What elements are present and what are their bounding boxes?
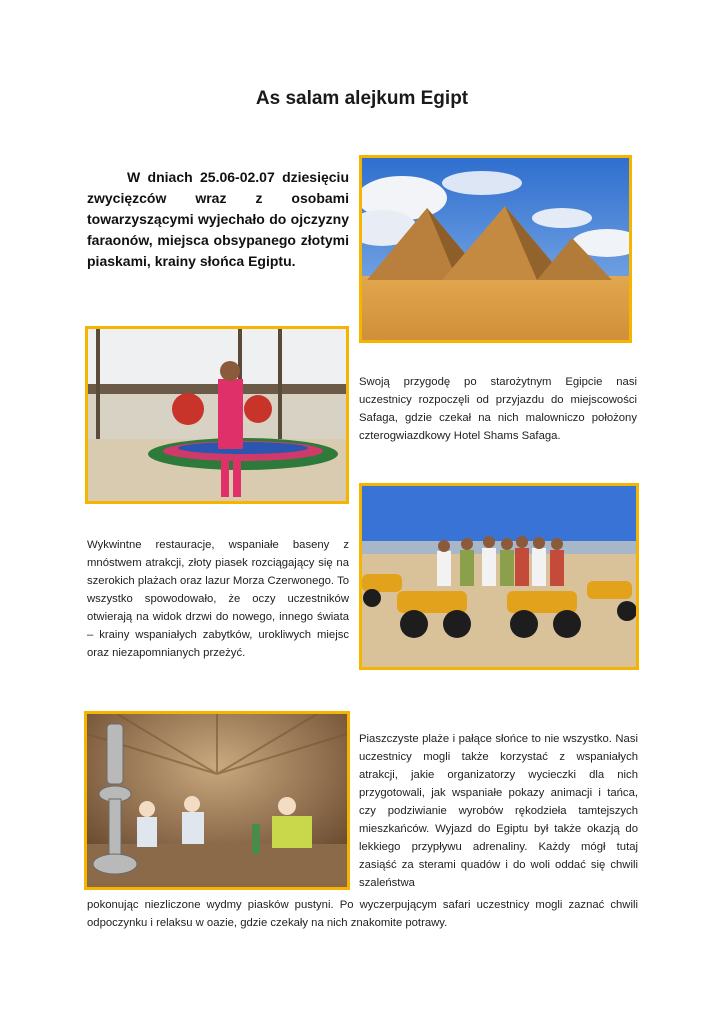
lead-paragraph [87,167,349,272]
dancer-photo [85,326,349,504]
page-title: As salam alejkum Egipt [255,88,469,109]
oasis-tent-photo [84,711,350,890]
pyramids-photo [359,155,632,343]
quad-group-photo [359,483,639,670]
paragraph-quads-full: pokonując niezliczone wydmy piasków pustyni. Po wyczerpującym safari uczestnicy mogli zaznać chwili odpoczynku i relaksu w oazie, gdzie czekały na nich znakomite potrawy. [87,899,638,929]
paragraph-quads-wrapped: Piaszczyste plaże i pałące słońce to nie wszystko. Nasi uczestnicy mogli także korzystać z wspaniałych atrakcji, jakie organizatorzy wycieczki dla nich przygotowali, jak wspaniałe pokazy animacji i tańca, czy podziwianie wyrobów rękodzieła tamtejszych mieszkańców. Wyjazd do Egiptu był także okazją do lekkiego przypływu adrenaliny. Każdy mógł tutaj zasiąść za sterami quadów i do woli oddać się chwili szaleństwa [359,733,638,889]
paragraph-attractions: Wykwintne restauracje, wspaniałe baseny z mnóstwem atrakcji, złoty piasek rozciągający się na szerokich plażach oraz lazur Morza Czerwonego. To wszystko spowodowało, że oczy uczestników otwierają na widok drzwi do nowego, innego świata – krainy wspaniałych zabytków, urokliwych miejsc oraz niezapomnianych przeżyć. [87,539,349,659]
paragraph-hotel: Swoją przygodę po starożytnym Egipcie nasi uczestnicy rozpoczęli od przyjazdu do miejscowości Safaga, gdzie czekał na nich malowniczo położony czterogwiazdkowy Hotel Shams Safaga. [359,376,637,442]
lead-text: W dniach 25.06-02.07 dziesięciu zwycięzców wraz z osobami towarzyszącymi wyjechało do ojczyzny faraonów, miejsca obsypanego złotymi piaskami, krainy słońca Egiptu. [87,169,349,269]
